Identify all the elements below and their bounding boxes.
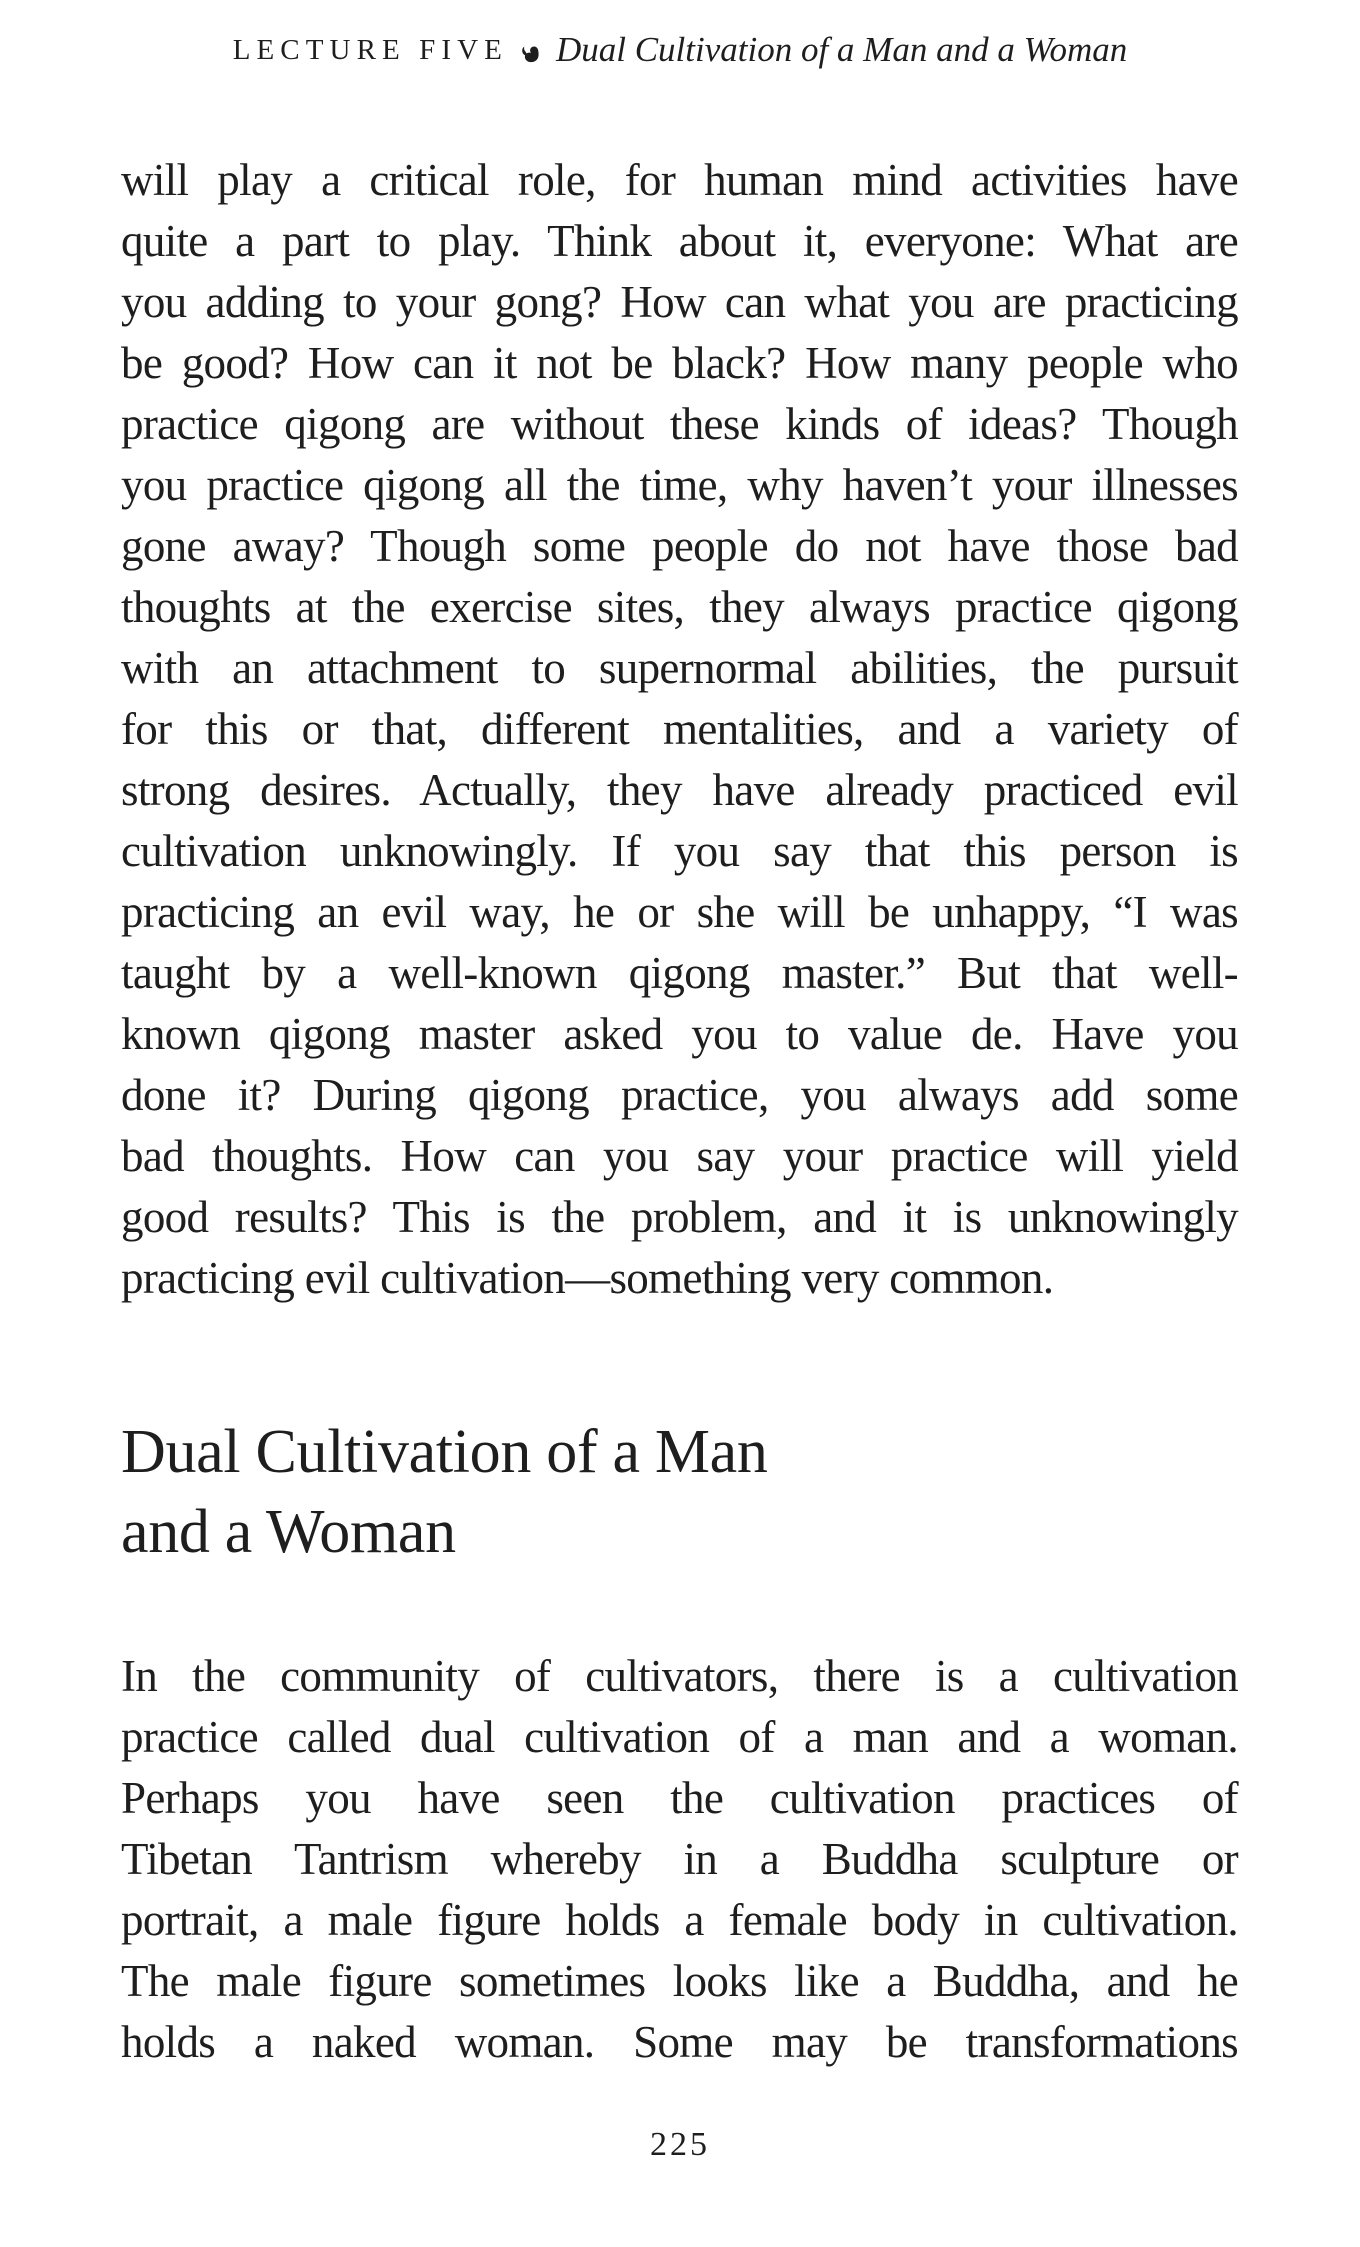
- section-heading: [121, 1412, 768, 1572]
- text-line: portrait, a male figure holds a female body in cultivation.: [121, 1895, 1238, 1945]
- text-line: Tibetan Tantrism whereby in a Buddha sculpture or: [121, 1834, 1238, 1884]
- section-first-paragraph: [121, 1646, 1238, 2073]
- text-line: practice qigong are without these kinds of ideas? Though: [121, 399, 1238, 449]
- text-line: practice called dual cultivation of a man and a woman.: [121, 1712, 1238, 1762]
- text-line: practicing an evil way, he or she will be unhappy, “I was: [121, 887, 1238, 937]
- text-line: holds a naked woman. Some may be transformations: [121, 2017, 1238, 2067]
- text-line: done it? During qigong practice, you always add some: [121, 1070, 1238, 1120]
- running-header: [0, 30, 1360, 70]
- text-line: The male figure sometimes looks like a Buddha, and he: [121, 1956, 1238, 2006]
- text-line: bad thoughts. How can you say your practice will yield: [121, 1131, 1238, 1181]
- text-line: for this or that, different mentalities, and a variety of: [121, 704, 1238, 754]
- text-line: will play a critical role, for human mind activities have: [121, 155, 1238, 205]
- text-line: known qigong master asked you to value de. Have you: [121, 1009, 1238, 1059]
- text-line: cultivation unknowingly. If you say that this person is: [121, 826, 1238, 876]
- running-header-lecture-label: LECTURE FIVE: [232, 34, 508, 66]
- text-line: with an attachment to supernormal abilities, the pursuit: [121, 643, 1238, 693]
- text-line: gone away? Though some people do not have those bad: [121, 521, 1238, 571]
- text-line: Perhaps you have seen the cultivation practices of: [121, 1773, 1238, 1823]
- paragraph-continuation: [121, 150, 1238, 1309]
- text-line: quite a part to play. Think about it, everyone: What are: [121, 216, 1238, 266]
- text-line: strong desires. Actually, they have already practiced evil: [121, 765, 1238, 815]
- section-heading-line: and a Woman: [121, 1498, 456, 1566]
- text-line: taught by a well-known qigong master.” But that well-: [121, 948, 1238, 998]
- hedera-leaf-icon: [518, 41, 542, 70]
- text-line: In the community of cultivators, there is a cultivation: [121, 1651, 1238, 1701]
- text-line: practicing evil cultivation—something very common.: [121, 1253, 1054, 1303]
- section-heading-line: Dual Cultivation of a Man: [121, 1418, 768, 1486]
- text-line: thoughts at the exercise sites, they always practice qigong: [121, 582, 1238, 632]
- text-line: good results? This is the problem, and it is unknowingly: [121, 1192, 1238, 1242]
- text-line: you adding to your gong? How can what you are practicing: [121, 277, 1238, 327]
- running-header-chapter-title: Dual Cultivation of a Man and a Woman: [555, 30, 1128, 69]
- page-number: 225: [650, 2126, 710, 2163]
- text-line: be good? How can it not be black? How many people who: [121, 338, 1238, 388]
- text-line: you practice qigong all the time, why haven’t your illnesses: [121, 460, 1238, 510]
